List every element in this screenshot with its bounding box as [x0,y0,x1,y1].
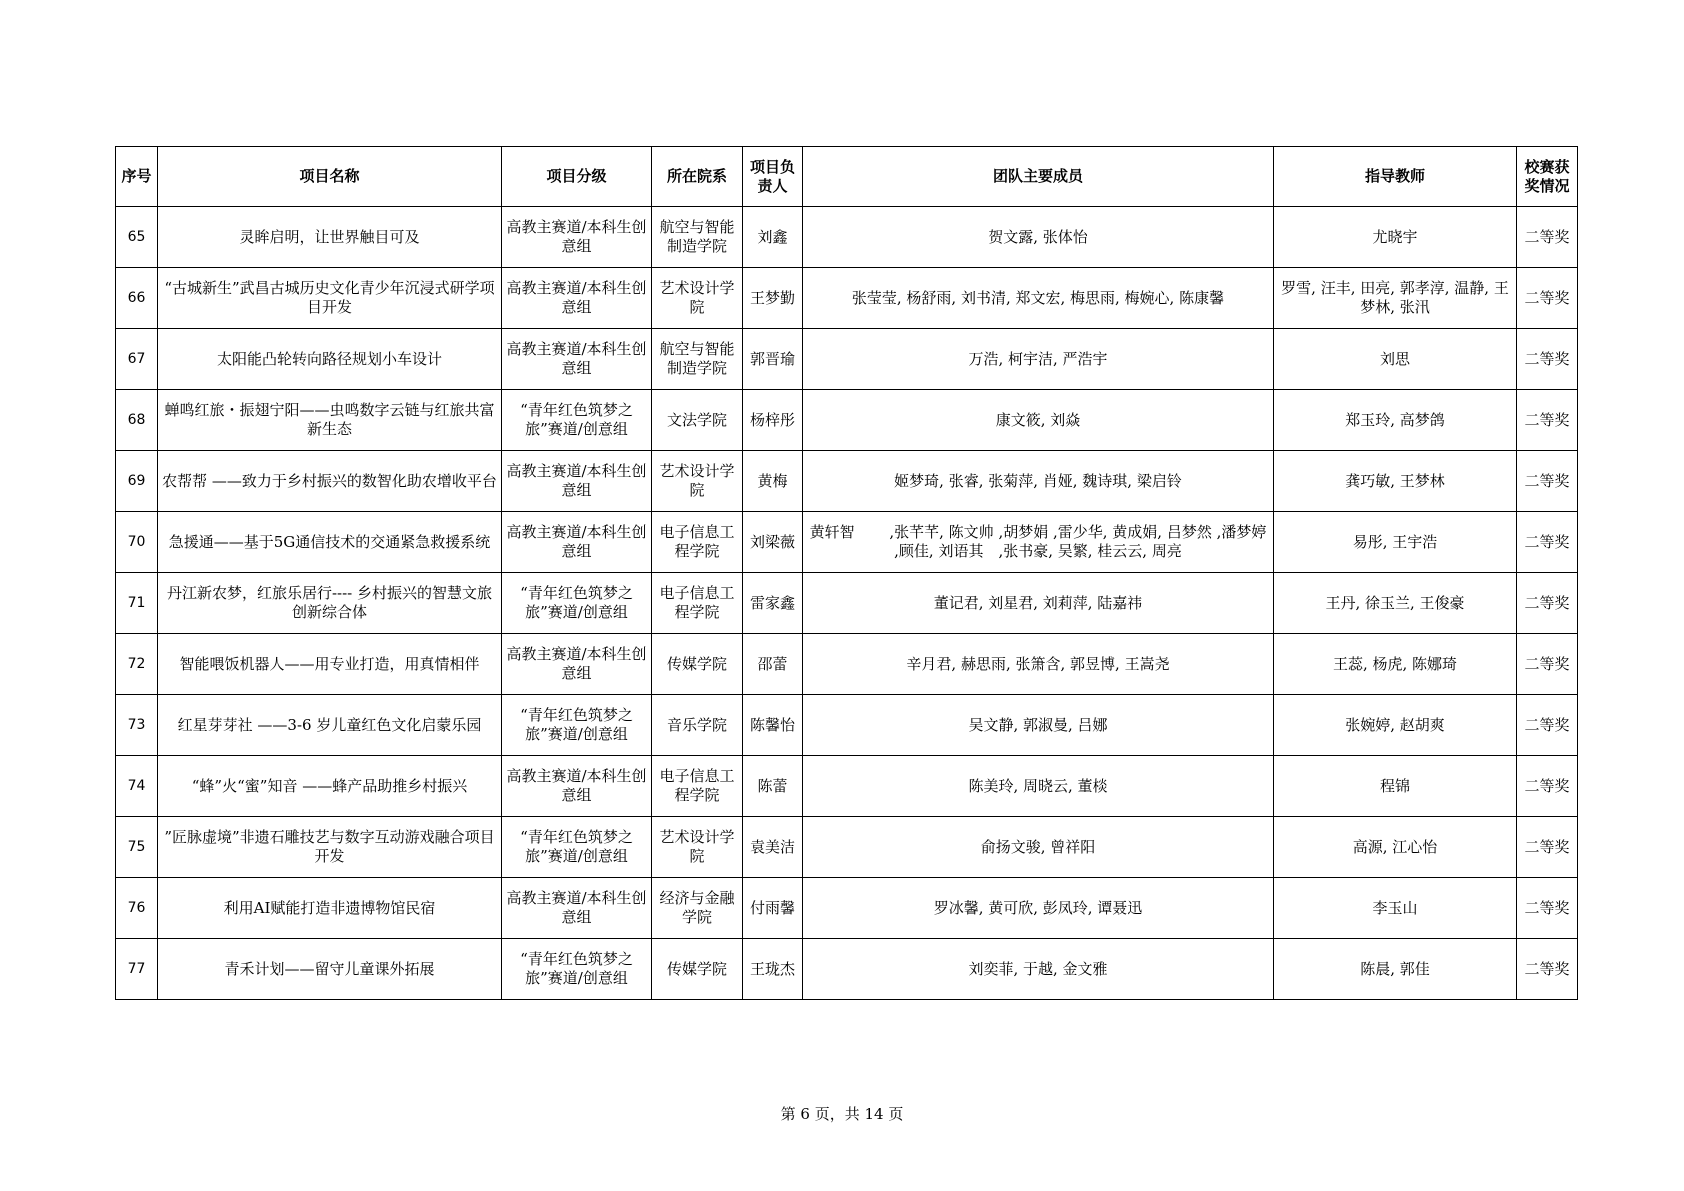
cell-college: 电子信息工程学院 [652,512,743,573]
header-college: 所在院系 [652,147,743,207]
cell-leader: 付雨馨 [743,878,803,939]
cell-members: 黄轩智 ,张芊芊, 陈文帅 ,胡梦娟 ,雷少华, 黄成娟, 吕梦然 ,潘梦婷 ,顾佳, 刘语其 ,张书豪, 吴繁, 桂云云, 周亮 [803,512,1274,573]
cell-advisors: 王丹, 徐玉兰, 王俊豪 [1274,573,1517,634]
cell-index: 77 [116,939,158,1000]
cell-advisors: 张婉婷, 赵胡爽 [1274,695,1517,756]
cell-members: 刘奕菲, 于越, 金文雅 [803,939,1274,1000]
cell-advisors: 王蕊, 杨虎, 陈娜琦 [1274,634,1517,695]
header-project-name: 项目名称 [158,147,502,207]
table-row [116,268,1578,329]
cell-index: 76 [116,878,158,939]
cell-index: 70 [116,512,158,573]
table-row [116,573,1578,634]
cell-members: 陈美玲, 周晓云, 董棪 [803,756,1274,817]
cell-leader: 郭晋瑜 [743,329,803,390]
cell-index: 74 [116,756,158,817]
cell-award: 二等奖 [1517,878,1578,939]
cell-award: 二等奖 [1517,451,1578,512]
cell-category: “青年红色筑梦之旅”赛道/创意组 [502,695,652,756]
header-award: 校赛获奖情况 [1517,147,1578,207]
cell-college: 航空与智能制造学院 [652,207,743,268]
cell-advisors: 程锦 [1274,756,1517,817]
awards-table [115,146,1578,1000]
cell-category: 高教主赛道/本科生创意组 [502,451,652,512]
cell-members: 张莹莹, 杨舒雨, 刘书清, 郑文宏, 梅思雨, 梅婉心, 陈康馨 [803,268,1274,329]
cell-index: 71 [116,573,158,634]
cell-college: 音乐学院 [652,695,743,756]
cell-college: 传媒学院 [652,634,743,695]
cell-index: 65 [116,207,158,268]
cell-advisors: 尤晓宇 [1274,207,1517,268]
cell-advisors: 陈晨, 郭佳 [1274,939,1517,1000]
cell-advisors: 易彤, 王宇浩 [1274,512,1517,573]
cell-index: 66 [116,268,158,329]
cell-index: 68 [116,390,158,451]
table-row [116,878,1578,939]
cell-project-name: “蜂”火“蜜”知音 ——蜂产品助推乡村振兴 [158,756,502,817]
cell-members: 俞扬文骏, 曾祥阳 [803,817,1274,878]
cell-leader: 陈馨怡 [743,695,803,756]
cell-project-name: 丹江新农梦，红旅乐居行---- 乡村振兴的智慧文旅创新综合体 [158,573,502,634]
cell-category: “青年红色筑梦之旅”赛道/创意组 [502,817,652,878]
cell-members: 罗冰馨, 黄可欣, 彭凤玲, 谭聂迅 [803,878,1274,939]
table-row [116,390,1578,451]
header-leader: 项目负责人 [743,147,803,207]
cell-award: 二等奖 [1517,695,1578,756]
cell-advisors: 罗雪, 汪丰, 田亮, 郭孝淳, 温静, 王梦林, 张汛 [1274,268,1517,329]
table-row [116,634,1578,695]
table-row [116,512,1578,573]
page-footer: 第 6 页，共 14 页 [780,1105,904,1123]
cell-leader: 刘鑫 [743,207,803,268]
cell-award: 二等奖 [1517,329,1578,390]
cell-college: 传媒学院 [652,939,743,1000]
table-row [116,756,1578,817]
cell-index: 72 [116,634,158,695]
header-advisors: 指导教师 [1274,147,1517,207]
cell-college: 电子信息工程学院 [652,756,743,817]
cell-members: 吴文静, 郭淑曼, 吕娜 [803,695,1274,756]
cell-category: “青年红色筑梦之旅”赛道/创意组 [502,390,652,451]
cell-award: 二等奖 [1517,634,1578,695]
cell-category: “青年红色筑梦之旅”赛道/创意组 [502,939,652,1000]
cell-advisors: 李玉山 [1274,878,1517,939]
table-row [116,695,1578,756]
cell-advisors: 刘思 [1274,329,1517,390]
table-body [116,207,1578,1000]
cell-members: 康文筱, 刘焱 [803,390,1274,451]
cell-leader: 王珑杰 [743,939,803,1000]
cell-college: 文法学院 [652,390,743,451]
cell-project-name: “古城新生”武昌古城历史文化青少年沉浸式研学项目开发 [158,268,502,329]
cell-category: 高教主赛道/本科生创意组 [502,512,652,573]
table-row [116,451,1578,512]
cell-advisors: 郑玉玲, 高梦鸽 [1274,390,1517,451]
cell-project-name: 利用AI赋能打造非遗博物馆民宿 [158,878,502,939]
cell-category: 高教主赛道/本科生创意组 [502,207,652,268]
cell-award: 二等奖 [1517,573,1578,634]
cell-leader: 刘梁薇 [743,512,803,573]
cell-award: 二等奖 [1517,756,1578,817]
cell-project-name: 农帮帮 ——致力于乡村振兴的数智化助农增收平台 [158,451,502,512]
table-row [116,207,1578,268]
cell-college: 航空与智能制造学院 [652,329,743,390]
cell-leader: 雷家鑫 [743,573,803,634]
cell-project-name: 太阳能凸轮转向路径规划小车设计 [158,329,502,390]
table-row [116,329,1578,390]
cell-project-name: 青禾计划——留守儿童课外拓展 [158,939,502,1000]
table-row [116,939,1578,1000]
cell-award: 二等奖 [1517,390,1578,451]
cell-college: 电子信息工程学院 [652,573,743,634]
cell-leader: 陈蕾 [743,756,803,817]
table-row [116,817,1578,878]
cell-category: 高教主赛道/本科生创意组 [502,756,652,817]
cell-members: 贺文露, 张体怡 [803,207,1274,268]
cell-members: 董记君, 刘星君, 刘莉萍, 陆嘉祎 [803,573,1274,634]
cell-category: 高教主赛道/本科生创意组 [502,268,652,329]
cell-college: 经济与金融学院 [652,878,743,939]
cell-category: 高教主赛道/本科生创意组 [502,878,652,939]
cell-members: 辛月君, 赫思雨, 张箫含, 郭昱博, 王嵩尧 [803,634,1274,695]
cell-members: 姬梦琦, 张睿, 张菊萍, 肖娅, 魏诗琪, 梁启铃 [803,451,1274,512]
cell-leader: 王梦勤 [743,268,803,329]
cell-index: 67 [116,329,158,390]
cell-award: 二等奖 [1517,939,1578,1000]
cell-category: 高教主赛道/本科生创意组 [502,329,652,390]
cell-project-name: 蝉鸣红旅・振翅宁阳——虫鸣数字云链与红旅共富新生态 [158,390,502,451]
cell-index: 69 [116,451,158,512]
cell-members: 万浩, 柯宇洁, 严浩宇 [803,329,1274,390]
header-index: 序号 [116,147,158,207]
cell-advisors: 龚巧敏, 王梦林 [1274,451,1517,512]
cell-project-name: 智能喂饭机器人——用专业打造，用真情相伴 [158,634,502,695]
cell-leader: 杨梓彤 [743,390,803,451]
cell-index: 75 [116,817,158,878]
cell-award: 二等奖 [1517,512,1578,573]
cell-award: 二等奖 [1517,207,1578,268]
cell-project-name: 红星芽芽社 ——3-6 岁儿童红色文化启蒙乐园 [158,695,502,756]
cell-award: 二等奖 [1517,268,1578,329]
cell-award: 二等奖 [1517,817,1578,878]
header-row [116,147,1578,207]
cell-project-name: 灵眸启明，让世界触目可及 [158,207,502,268]
cell-project-name: ”匠脉虚境”非遗石雕技艺与数字互动游戏融合项目开发 [158,817,502,878]
header-category: 项目分级 [502,147,652,207]
cell-college: 艺术设计学院 [652,268,743,329]
cell-category: “青年红色筑梦之旅”赛道/创意组 [502,573,652,634]
cell-leader: 邵蕾 [743,634,803,695]
cell-leader: 黄梅 [743,451,803,512]
header-members: 团队主要成员 [803,147,1274,207]
cell-advisors: 高源, 江心怡 [1274,817,1517,878]
cell-index: 73 [116,695,158,756]
cell-category: 高教主赛道/本科生创意组 [502,634,652,695]
cell-college: 艺术设计学院 [652,817,743,878]
cell-college: 艺术设计学院 [652,451,743,512]
cell-project-name: 急援通——基于5G通信技术的交通紧急救援系统 [158,512,502,573]
cell-leader: 袁美洁 [743,817,803,878]
